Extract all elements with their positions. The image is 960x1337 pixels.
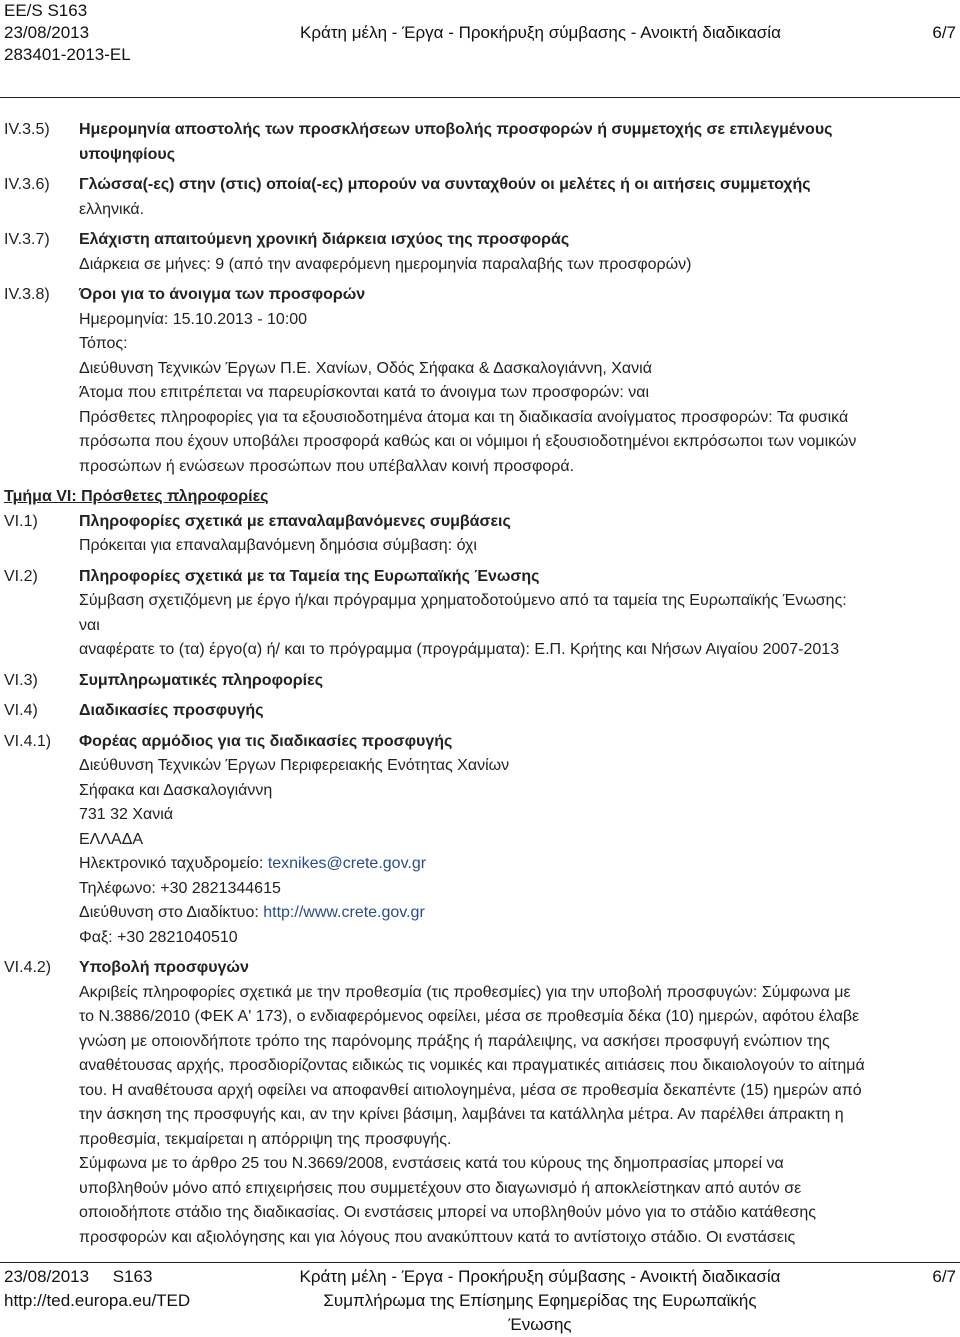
section-title: Συμπληρωματικές πληροφορίες [79,671,324,689]
section-vi-4-1 [0,730,960,951]
section-number: VI.4.2) [4,959,52,976]
footer-code: S163 [112,1267,153,1286]
review-body-city: 731 32 Χανιά [79,806,174,823]
section-text: ναι [79,616,100,634]
review-body-country: ΕΛΛΑΔΑ [79,830,144,848]
review-text: την άσκηση της προσφυγής και, αν την κρίνει βάσιμη, λαμβάνει τα κατάλληλα μέτρα. Αν παρέλθει άπρακτη η [79,1106,844,1123]
section-title: Πληροφορίες σχετικά με τα Ταμεία της Ευρωπαϊκής Ένωσης [79,567,540,585]
footer-titles [290,1265,790,1337]
footer-meta [4,1265,190,1313]
additional-info: Πρόσθετες πληροφορίες για τα εξουσιοδοτημένα άτομα και τη διαδικασία ανοίγματος προσφορών: Τα φυσικά [79,408,849,426]
footer-date: 23/08/2013 [4,1267,90,1286]
opening-place: Διεύθυνση Τεχνικών Έργων Π.Ε. Χανίων, Οδός Σήφακα & Δασκαλογιάννη, Χανιά [79,359,652,377]
section-vi-2 [0,565,960,663]
review-text: Ακριβείς πληροφορίες σχετικά με την προθεσμία (τις προθεσμίες) για την υποβολή προσφυγών: Σύμφωνα με [79,983,851,1001]
web-label: Διεύθυνση στο Διαδίκτυο: [79,904,264,921]
review-text: οποιοδήποτε στάδιο της διαδικασίας. Οι ενστάσεις μπορεί να υποβληθούν μόνο για το στάδιο κατάθεσης [79,1204,816,1221]
review-text: προθεσμία, τεκμαίρεται η απόρριψη της προσφυγής. [79,1130,452,1148]
email-link[interactable]: texnikes@crete.gov.gr [267,855,427,872]
section-number: VI.3) [4,671,38,689]
opening-date: Ημερομηνία: 15.10.2013 - 10:00 [79,310,308,328]
section-title: Υποβολή προσφυγών [79,959,249,976]
persons-allowed: Άτομα που επιτρέπεται να παρευρίσκονται κατά το άνοιγμα των προσφορών: ναι [79,384,650,401]
website-link[interactable]: http://www.crete.gov.gr [263,904,425,921]
header-page-number: 6/7 [932,23,956,42]
additional-info: πρόσωπα που έχουν υποβάλει προσφορά καθώς και οι νόμιμοι ή εξουσιοδοτημένοι εκπρόσωποι των νομικών [79,433,857,450]
section-vi-4-2 [0,956,960,1250]
section-iv-3-5 [0,118,960,167]
section-text: Πρόκειται για επαναλαμβανόμενη δημόσια σύμβαση: όχι [79,537,477,554]
header-ref: 283401-2013-EL [4,45,131,64]
section-vi-1 [0,510,960,559]
review-text: προσφορών και αξιολόγησης και για λόγους που ανακύπτουν κατά το αντίστοιχο στάδιο. Οι ενστάσεις [79,1228,796,1246]
page-footer [0,1262,960,1334]
section-iv-3-7 [0,228,960,277]
section-number: IV.3.8) [4,286,50,303]
section-title: Γλώσσα(-ες) στην (στις) οποία(-ες) μπορούν να συνταχθούν οι μελέτες ή οι αιτήσεις συμμετοχής [79,176,811,193]
header-meta [4,0,131,66]
section-vi-heading: Τμήμα VI: Πρόσθετες πληροφορίες [4,488,269,505]
review-text: Σύμφωνα με το άρθρο 25 του Ν.3669/2008, ενστάσεις κατά του κύρους της δημοπρασίας μπορεί να [79,1155,784,1172]
email-label: Ηλεκτρονικό ταχυδρομείο: [79,855,268,872]
header-date: 23/08/2013 [4,23,90,42]
section-iv-3-8 [0,283,960,479]
header-title: Κράτη μέλη - Έργα - Προκήρυξη σύμβασης - Ανοικτή διαδικασία [300,23,781,42]
section-number: VI.4) [4,702,38,719]
phone-text: Τηλέφωνο: +30 2821344615 [79,879,281,897]
header-doc-code: EE/S S163 [4,1,88,20]
section-text: Διάρκεια σε μήνες: 9 (από την αναφερόμενη ημερομηνία παραλαβής των προσφορών) [79,255,692,273]
section-title: Φορέας αρμόδιος για τις διαδικασίες προσφυγής [79,732,453,750]
document-body [0,118,960,1250]
section-title: Πληροφορίες σχετικά με επαναλαμβανόμενες συμβάσεις [79,512,511,530]
section-text: ελληνικά. [79,200,145,218]
section-number: IV.3.6) [4,176,50,193]
review-text: αναθέτουσας αρχής, προσδιορίζοντας ειδικώς τις νομικές και πραγματικές αιτιάσεις που δικαιολογούν το αίτημά [79,1057,865,1074]
section-vi-3 [0,669,960,694]
place-label: Τόπος: [79,335,128,352]
section-title: Όροι για το άνοιγμα των προσφορών [79,286,366,303]
section-number: VI.1) [4,512,38,530]
section-vi-4 [0,699,960,724]
section-number: VI.4.1) [4,732,52,750]
section-text: Σύμβαση σχετιζόμενη με έργο ή/και πρόγραμμα χρηματοδοτούμενο από τα ταμεία της Ευρωπαϊκής Ένωσης: [79,592,847,609]
review-text: υποβληθούν μόνο από επιχειρήσεις που συμμετέχουν στο διαγωνισμό ή αποκλείστηκαν από αυτόν σε [79,1179,802,1197]
header-divider [0,97,960,98]
review-text: γνώση με οποιονδήποτε τρόπο της παρόνομης πράξης ή παράλειψης, να ασκήσει προσφυγή ενώπιον της [79,1032,830,1050]
section-number: IV.3.7) [4,231,50,248]
section-number: VI.2) [4,567,38,585]
web-row [79,901,946,926]
section-title: Ελάχιστη απαιτούμενη χρονική διάρκεια ισχύος της προσφοράς [79,231,570,248]
review-body-street: Σήφακα και Δασκαλογιάννη [79,781,273,799]
footer-url: http://ted.europa.eu/TED [4,1291,191,1310]
section-text: αναφέρατε το (τα) έργο(α) ή/ και το πρόγραμμα (προγράμματα): Ε.Π. Κρήτης και Νήσων Αιγαίου 2007-2013 [79,641,840,658]
section-title: Διαδικασίες προσφυγής [79,702,264,719]
page-header [0,0,960,70]
review-text: του. Η αναθέτουσα αρχή οφείλει να αποφανθεί αιτιολογημένα, μέσα σε προθεσμία δεκαπέντε (15) ημερών από [79,1081,862,1099]
additional-info: προσώπων ή ενώσεων προσώπων που υπέβαλλαν κοινή προσφορά. [79,457,575,475]
footer-page-number: 6/7 [932,1267,956,1286]
footer-subtitle: Συμπλήρωμα της Επίσημης Εφημερίδας της Ευρωπαϊκής Ένωσης [323,1291,757,1334]
email-row [79,852,946,877]
review-body-org: Διεύθυνση Τεχνικών Έργων Περιφερειακής Ενότητας Χανίων [79,757,510,774]
section-title: Ημερομηνία αποστολής των προσκλήσεων υποβολής προσφορών ή συμμετοχής σε επιλεγμένους [79,121,833,138]
section-number: IV.3.5) [4,121,50,138]
section-iv-3-6 [0,173,960,222]
fax-text: Φαξ: +30 2821040510 [79,928,238,946]
review-text: το Ν.3886/2010 (ΦΕΚ Α' 173), ο ενδιαφερόμενος οφείλει, μέσα σε προθεσμία δέκα (10) ημερών, αφότου έλαβε [79,1008,860,1025]
section-title-cont: υποψηφίους [79,145,176,163]
footer-title: Κράτη μέλη - Έργα - Προκήρυξη σύμβασης - Ανοικτή διαδικασία [299,1267,781,1286]
